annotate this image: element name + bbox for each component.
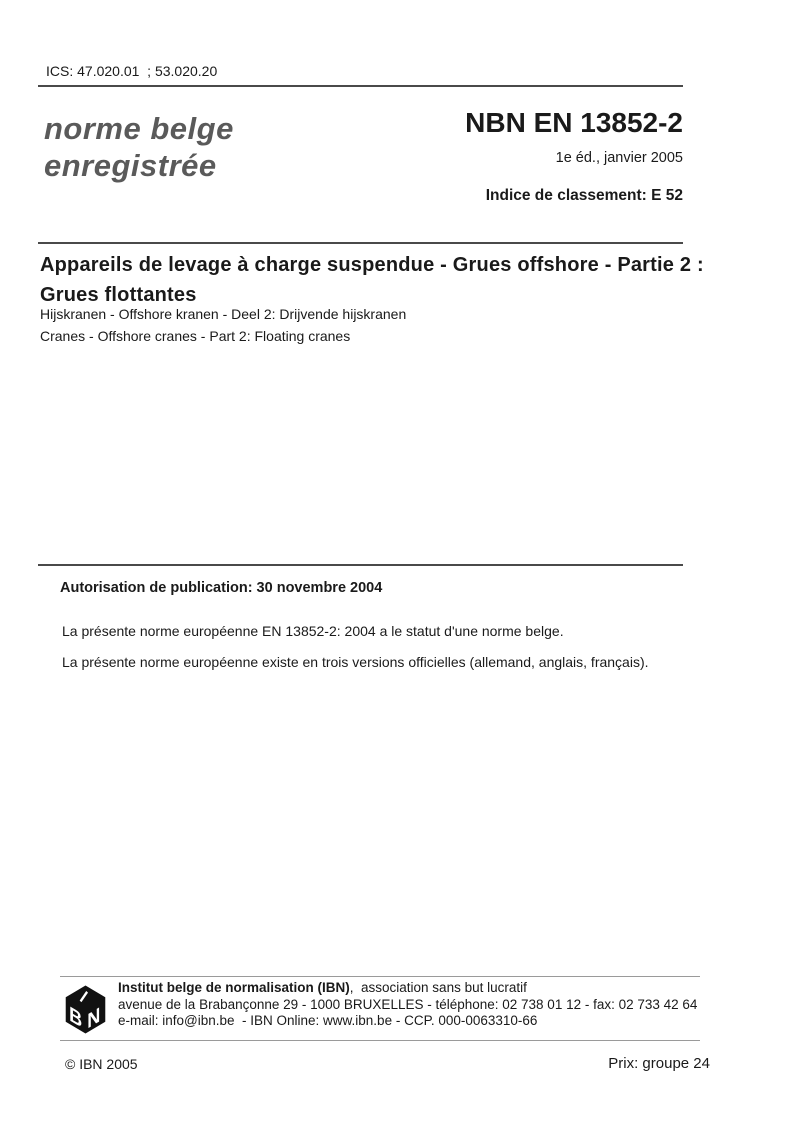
publisher-org-name: Institut belge de normalisation (IBN) bbox=[118, 980, 350, 995]
status-paragraph: La présente norme européenne EN 13852-2: 2004 a le statut d'une norme belge. bbox=[62, 623, 564, 639]
publisher-org-line bbox=[118, 980, 697, 997]
publisher-block bbox=[118, 980, 697, 1030]
price-group: Prix: groupe 24 bbox=[608, 1055, 710, 1072]
document-type-line1: norme belge bbox=[44, 111, 234, 146]
title-nl: Hijskranen - Offshore kranen - Deel 2: Drijvende hijskranen bbox=[40, 306, 407, 322]
authorization-rule bbox=[38, 564, 683, 566]
title-fr-line2: Grues flottantes bbox=[40, 284, 197, 306]
ibn-logo-letter-n: N bbox=[87, 1003, 101, 1034]
footer-rule-bottom bbox=[60, 1040, 700, 1041]
ibn-logo-icon bbox=[64, 985, 107, 1034]
ics-rule bbox=[38, 85, 683, 87]
header-right-block bbox=[465, 108, 683, 205]
publisher-contact: e-mail: info@ibn.be - IBN Online: www.ibn.be - CCP. 000-0063310-66 bbox=[118, 1013, 538, 1028]
title-rule bbox=[38, 242, 683, 244]
authorization-date: Autorisation de publication: 30 novembre 2004 bbox=[60, 580, 383, 596]
document-type-line2: enregistrée bbox=[44, 148, 217, 183]
title-en: Cranes - Offshore cranes - Part 2: Floating cranes bbox=[40, 328, 351, 344]
versions-paragraph: La présente norme européenne existe en trois versions officielles (allemand, anglais, français). bbox=[62, 654, 649, 670]
document-type-title bbox=[44, 110, 234, 184]
classification-index: Indice de classement: E 52 bbox=[485, 187, 683, 204]
ibn-logo-letter-b: B bbox=[69, 1002, 83, 1033]
ics-code: ICS: 47.020.01 ; 53.020.20 bbox=[46, 63, 218, 79]
ibn-logo-letter-i: I bbox=[76, 987, 91, 1007]
title-fr-line1: Appareils de levage à charge suspendue - Grues offshore - Partie 2 : bbox=[40, 254, 704, 276]
standard-number: NBN EN 13852-2 bbox=[465, 107, 683, 138]
title-fr bbox=[40, 250, 704, 310]
publisher-address: avenue de la Brabançonne 29 - 1000 BRUXELLES - téléphone: 02 738 01 12 - fax: 02 733 42 64 bbox=[118, 996, 698, 1012]
publisher-org-suffix: , association sans but lucratif bbox=[349, 980, 527, 995]
copyright-notice: © IBN 2005 bbox=[65, 1056, 138, 1072]
edition-date: 1e éd., janvier 2005 bbox=[555, 150, 683, 166]
footer-rule-top bbox=[60, 976, 700, 977]
